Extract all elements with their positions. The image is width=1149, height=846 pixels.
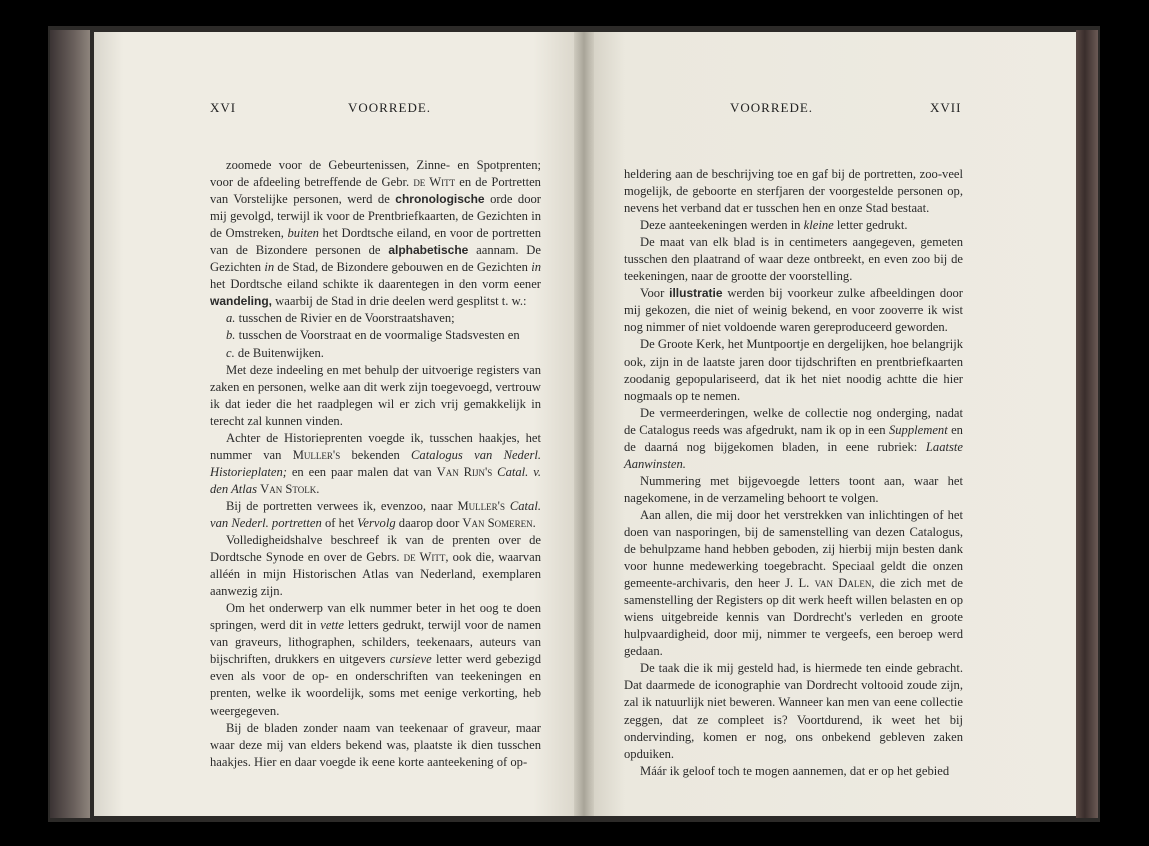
small-caps-name: Van Someren. bbox=[462, 515, 536, 530]
italic-term: kleine bbox=[803, 218, 834, 233]
left-page-paragraph: Bij de bladen zonder naam van teekenaar of graveur, maar waar deze mij van elders bekend was, plaatste ik dien tusschen haakjes. Hier en daar voegde ik eene korte aanteekening of op- bbox=[210, 720, 541, 769]
italic-term: in bbox=[264, 260, 275, 275]
small-caps-name: de Witt bbox=[413, 175, 456, 190]
right-page-paragraph: Máár ik geloof toch te mogen aannemen, dat er op het gebied bbox=[640, 763, 950, 778]
left-page-paragraph: Achter de Historieprenten voegde ik, tusschen haakjes, het nummer van Muller's bekenden Catalogus van Nederl. Historieplaten; en een paar malen dat van Van Rijn's Catal. v. den Atlas Van Stolk. bbox=[210, 430, 542, 496]
left-page-paragraph: Met deze indeeling en met behulp der uitvoerige registers van zaken en personen, welke aan dit werk zijn toegevoegd, vertrouw ik dat ieder die het raadplegen wil er zich vrij gemakkelijk in terecht zal kunnen vinden. bbox=[210, 362, 541, 428]
italic-term: Catal. v. den Atlas bbox=[210, 464, 542, 496]
italic-term: vette bbox=[320, 618, 345, 633]
left-page-paragraph: Volledigheidshalve beschreef ik van de prenten over de Dordtsche Synode en over de Gebrs. de Witt, ook die, waarvan alléén in mijn Historischen Atlas van Nederland, exemplaren aanwezig zijn. bbox=[210, 533, 541, 599]
right-page-paragraph: De Groote Kerk, het Muntpoortje en dergelijken, hoe belangrijk ook, zijn in de laatste jaren door tijdschriften en prentbriefkaarten zoodanig gepopulariseerd, dat ik het niet noodig achtte die hier nogmaals op te nemen. bbox=[624, 337, 963, 403]
italic-term: Supplement bbox=[888, 422, 948, 437]
right-page-paragraph: Voor illustratie werden bij voorkeur zulke afbeeldingen door mij gekozen, die niet of weinig bekend, en voor zooverre ik wist nog nimmer of niet voldoende waren gereproduceerd geworden. bbox=[624, 286, 963, 335]
small-caps-name: Muller's bbox=[457, 498, 505, 513]
bold-term: chronologische bbox=[395, 192, 485, 207]
right-body-text bbox=[624, 166, 963, 780]
italic-term: b. bbox=[226, 328, 236, 343]
italic-term: Vervolg bbox=[357, 515, 396, 530]
bold-term: illustratie bbox=[669, 286, 723, 301]
left-page-paragraph: b. tusschen de Voorstraat en de voormalige Stadsvesten en bbox=[226, 328, 520, 343]
italic-term: a. bbox=[226, 311, 236, 326]
left-page-paragraph: zoomede voor de Gebeurtenissen, Zinne- en Spotprenten; voor de afdeeling betreffende de Gebr. de Witt en de Portretten van Vorstelijke personen, werd de chronologische orde door mij gevolgd, terwijl ik voor de Prentbriefkaarten, de Gezichten in de Omstreken, buiten het Dordtsche eiland, en voor de portretten van de Bizondere personen de alphabetische aannam. De Gezichten in de Stad, de Bizondere gebouwen en de Gezichten in het Dordtsche eiland schikte ik daarentegen in den vorm eener wandeling, waarbij de Stad in drie deelen werd gesplitst t. w.: bbox=[210, 158, 541, 309]
left-page-paragraph: Om het onderwerp van elk nummer beter in het oog te doen springen, werd dit in vette letters gedrukt, terwijl voor de namen van graveurs, lithographen, schilders, teekenaars, auteurs van bijschriften, drukkers en uitgevers cursieve letter werd gebezigd even als voor de op- en onderschriften van teekeningen en prenten, welke ik woordelijk, soms met eenige verkorting, heb weergegeven. bbox=[210, 601, 541, 718]
italic-term: in bbox=[531, 260, 541, 275]
right-page-paragraph: De vermeerderingen, welke de collectie nog onderging, nadat de Catalogus reeds was afgedrukt, nam ik op in een Supplement en de daarná nog bijgekomen bladen, in eene rubriek: Laatste Aanwinsten. bbox=[624, 405, 963, 471]
left-folio: XVI bbox=[210, 100, 237, 115]
small-caps-name: Van Rijn's bbox=[436, 464, 493, 479]
small-caps-name: de Witt, bbox=[403, 550, 449, 565]
book-cover-edge-left bbox=[50, 30, 90, 818]
italic-term: Catalogus van Nederl. Historieplaten; bbox=[210, 447, 541, 479]
small-caps-name: Van Stolk. bbox=[260, 481, 320, 496]
right-page-paragraph: heldering aan de beschrijving toe en gaf bij de portretten, zoo-veel mogelijk, de geboorte en sterfjaren der voorgestelde personen op, nevens het verband dat er tusschen hen en onze Stad bestaat. bbox=[624, 167, 963, 216]
small-caps-name: van Dalen, bbox=[814, 576, 875, 591]
right-page-paragraph: De taak die ik mij gesteld had, is hiermede ten einde gebracht. Dat daarmede de iconographie van Dordrecht voltooid zoude zijn, zal ik natuurlijk niet beweren. Wanneer kan men van eene collectie zeggen, dat ze compleet is? Voortdurend, ik weet het bij ondervinding, komen er nog, ons onbekend gebleven zaken opduiken. bbox=[624, 661, 963, 761]
right-page-paragraph: Deze aanteekeningen werden in kleine letter gedrukt. bbox=[640, 218, 908, 233]
right-page-paragraph: Aan allen, die mij door het verstrekken van inlichtingen of het doen van nasporingen, bij de samenstelling van dezen Catalogus, de behulpzame hand hebben geboden, zij hierbij mijn besten dank voor hunne medewerking toegebracht. Speciaal geldt die onzen gemeente-archivaris, den heer J. L. van Dalen, die zich met de samenstelling der Registers op dit werk heeft willen belasten en op wiens uitgebreide kennis van Dordrecht's verleden en groote hulpvaardigheid, door mij, nimmer te vergeefs, een beroep werd gedaan. bbox=[624, 507, 963, 659]
bold-term: alphabetische bbox=[388, 243, 469, 258]
italic-term: buiten bbox=[287, 226, 319, 241]
right-folio: XVII bbox=[930, 100, 962, 115]
left-page-paragraph: a. tusschen de Rivier en de Voorstraatshaven; bbox=[226, 311, 455, 326]
bold-term: wandeling, bbox=[210, 294, 273, 309]
small-caps-name: Muller's bbox=[292, 447, 341, 462]
italic-term: Catal. van Nederl. portretten bbox=[210, 498, 541, 530]
right-running-head: VOORREDE. bbox=[730, 100, 814, 115]
left-running-head: VOORREDE. bbox=[348, 100, 432, 115]
book-gutter bbox=[574, 32, 594, 816]
italic-term: Laatste Aanwinsten. bbox=[624, 439, 963, 471]
left-body-text bbox=[210, 157, 541, 771]
italic-term: c. bbox=[226, 345, 235, 360]
italic-term: cursieve bbox=[389, 652, 432, 667]
left-page-paragraph: Bij de portretten verwees ik, evenzoo, naar Muller's Catal. van Nederl. portretten of het Vervolg daarop door Van Someren. bbox=[210, 498, 541, 530]
book-cover-edge-right bbox=[1076, 30, 1098, 818]
right-page-paragraph: De maat van elk blad is in centimeters aangegeven, gemeten tusschen den plaatrand of waar deze ontbreekt, en even zoo bij de teekeningen, naar de grootte der voorstelling. bbox=[624, 235, 963, 284]
left-page-paragraph: c. de Buitenwijken. bbox=[226, 345, 324, 360]
right-page-paragraph: Nummering met bijgevoegde letters toont aan, waar het nagekomene, in de verzameling behoort te volgen. bbox=[624, 473, 963, 505]
